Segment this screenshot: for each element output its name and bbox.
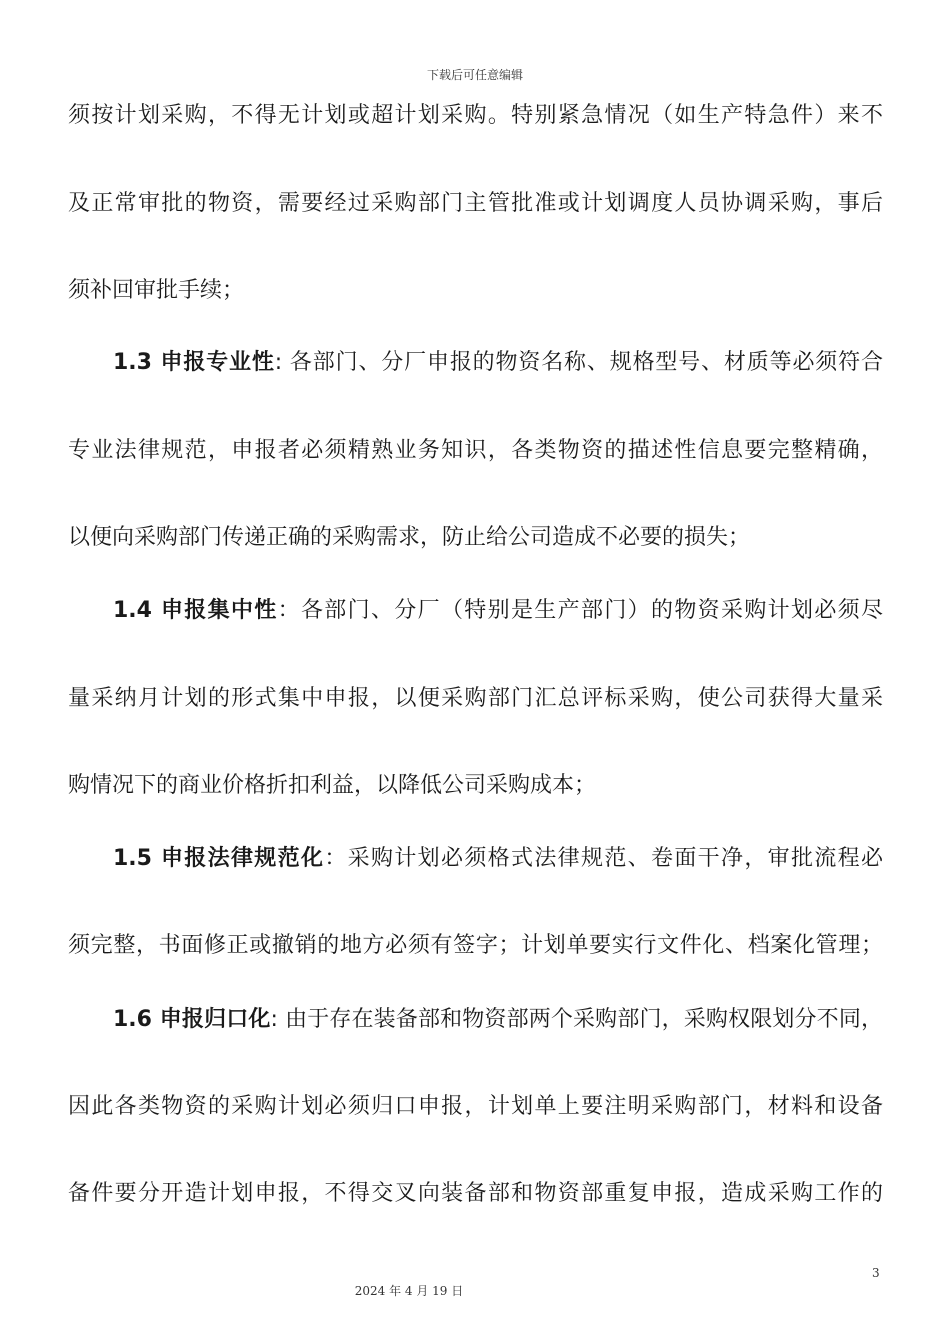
paragraph-line: 须按计划采购，不得无计划或超计划采购。特别紧急情况（如生产特急件）来不 <box>68 103 883 128</box>
page-number: 3 <box>872 1266 880 1280</box>
paragraph-line: 购情况下的商业价格折扣利益，以降低公司采购成本； <box>68 773 597 798</box>
paragraph-line: 量采纳月计划的形式集中申报，以便采购部门汇总评标采购，使公司获得大量采 <box>68 686 883 711</box>
section-heading: 1.6 申报归口化 <box>113 1007 271 1032</box>
section-heading: 1.5 申报法律规范化 <box>113 846 325 871</box>
section-text: : 各部门、分厂申报的物资名称、规格型号、材质等必须符合 <box>274 350 883 375</box>
section-text: : 由于存在装备部和物资部两个采购部门，采购权限划分不同， <box>270 1007 883 1032</box>
section-1-5-first-line <box>113 844 883 874</box>
paragraph-line: 备件要分开造计划申报，不得交叉向装备部和物资部重复申报，造成采购工作的 <box>68 1181 883 1206</box>
section-heading: 1.4 申报集中性 <box>113 598 278 623</box>
paragraph-line: 因此各类物资的采购计划必须归口申报，计划单上要注明采购部门，材料和设备 <box>68 1094 883 1119</box>
paragraph-line: 须补回审批手续； <box>68 278 245 303</box>
paragraph-line: 须完整，书面修正或撤销的地方必须有签字；计划单要实行文件化、档案化管理； <box>68 933 883 958</box>
paragraph-line: 专业法律规范，申报者必须精熟业务知识，各类物资的描述性信息要完整精确， <box>68 438 883 463</box>
section-1-4-first-line <box>113 596 883 626</box>
paragraph-line: 及正常审批的物资，需要经过采购部门主管批准或计划调度人员协调采购，事后 <box>68 191 883 216</box>
paragraph-line: 以便向采购部门传递正确的采购需求，防止给公司造成不必要的损失； <box>68 525 751 550</box>
section-heading: 1.3 申报专业性 <box>113 350 275 375</box>
section-text: ：采购计划必须格式法律规范、卷面干净，审批流程必 <box>324 846 883 871</box>
section-text: ：各部门、分厂（特别是生产部门）的物资采购计划必须尽 <box>277 598 883 623</box>
page-header: 下载后可任意编辑 <box>426 68 523 82</box>
section-1-6-first-line <box>113 1005 883 1035</box>
section-1-3-first-line <box>113 348 883 378</box>
page-footer-date: 2024 年 4 月 19 日 <box>354 1284 464 1298</box>
